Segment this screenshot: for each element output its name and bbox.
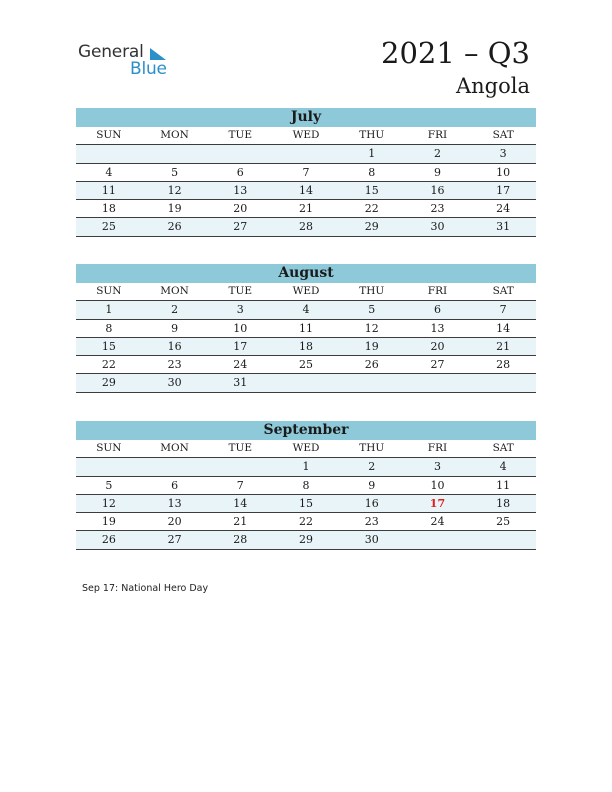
weekday-label: FRI xyxy=(427,442,448,454)
day-cell xyxy=(76,458,142,475)
week-row xyxy=(76,182,536,200)
day-cell: 2 xyxy=(433,147,441,161)
day-cell: 11 xyxy=(496,478,511,492)
week-row xyxy=(76,301,536,319)
day-cell: 14 xyxy=(233,496,248,510)
day-cell xyxy=(405,374,471,391)
day-cell: 16 xyxy=(364,496,379,510)
day-cell: 14 xyxy=(496,321,511,335)
month-title: August xyxy=(76,264,536,283)
day-cell: 31 xyxy=(233,376,248,390)
day-cell: 25 xyxy=(299,358,314,372)
day-cell: 11 xyxy=(101,183,116,197)
day-cell: 8 xyxy=(302,478,310,492)
day-cell: 7 xyxy=(302,165,310,179)
day-cell xyxy=(273,145,339,162)
day-cell: 27 xyxy=(233,220,248,234)
day-cell: 20 xyxy=(167,515,182,529)
day-cell: 22 xyxy=(364,202,379,216)
week-row xyxy=(76,374,536,392)
day-cell: 1 xyxy=(368,147,376,161)
day-cell: 29 xyxy=(299,533,314,547)
day-cell: 12 xyxy=(101,496,116,510)
day-cell: 27 xyxy=(430,358,445,372)
weekday-label: SUN xyxy=(96,442,122,454)
day-cell: 11 xyxy=(299,321,314,335)
day-cell: 10 xyxy=(233,321,248,335)
day-cell: 13 xyxy=(430,321,445,335)
day-cell: 21 xyxy=(496,339,511,353)
weekday-label: THU xyxy=(359,442,385,454)
day-cell: 23 xyxy=(430,202,445,216)
weekday-label: TUE xyxy=(228,442,253,454)
day-cell xyxy=(273,374,339,391)
week-row xyxy=(76,145,536,163)
day-cell: 29 xyxy=(101,376,116,390)
day-cell: 30 xyxy=(167,376,182,390)
day-cell: 14 xyxy=(299,183,314,197)
week-row xyxy=(76,200,536,218)
weekday-label: MON xyxy=(160,129,189,141)
week-row xyxy=(76,356,536,374)
day-cell: 25 xyxy=(101,220,116,234)
day-cell: 8 xyxy=(105,321,113,335)
weekday-label: FRI xyxy=(427,129,448,141)
logo-text-general: General xyxy=(78,42,144,62)
day-cell: 6 xyxy=(171,478,179,492)
weekday-label: TUE xyxy=(228,285,253,297)
day-cell: 19 xyxy=(364,339,379,353)
day-cell: 12 xyxy=(364,321,379,335)
country-name: Angola xyxy=(455,74,530,98)
weekday-label: WED xyxy=(292,442,320,454)
day-cell: 19 xyxy=(167,202,182,216)
holiday-note: Sep 17: National Hero Day xyxy=(82,583,209,594)
weekday-label: SAT xyxy=(492,129,514,141)
day-cell: 4 xyxy=(302,303,310,317)
weekday-label: THU xyxy=(359,129,385,141)
day-cell: 9 xyxy=(368,478,376,492)
day-cell: 7 xyxy=(499,303,507,317)
day-cell: 13 xyxy=(233,183,248,197)
day-cell: 19 xyxy=(101,515,116,529)
day-cell: 2 xyxy=(171,303,179,317)
month-calendar-july xyxy=(76,108,536,237)
day-cell: 3 xyxy=(236,303,244,317)
day-cell xyxy=(470,531,536,548)
holiday-day-cell: 17 xyxy=(429,496,446,510)
day-cell xyxy=(142,458,208,475)
weekday-header-row xyxy=(76,440,536,458)
day-cell: 18 xyxy=(496,496,511,510)
day-cell: 23 xyxy=(167,358,182,372)
day-cell: 20 xyxy=(233,202,248,216)
day-cell: 8 xyxy=(368,165,376,179)
month-calendar-september xyxy=(76,421,536,550)
weekday-label: WED xyxy=(292,129,320,141)
weekday-label: THU xyxy=(359,285,385,297)
weekday-label: SAT xyxy=(492,285,514,297)
generalblue-logo xyxy=(78,42,178,80)
day-cell: 15 xyxy=(101,339,116,353)
day-cell: 5 xyxy=(105,478,113,492)
day-cell: 29 xyxy=(364,220,379,234)
weekday-label: MON xyxy=(160,442,189,454)
day-cell: 22 xyxy=(101,358,116,372)
day-cell: 1 xyxy=(105,303,113,317)
day-cell: 31 xyxy=(496,220,511,234)
weekday-label: FRI xyxy=(427,285,448,297)
week-row xyxy=(76,513,536,531)
weekday-label: SUN xyxy=(96,285,122,297)
day-cell: 28 xyxy=(233,533,248,547)
day-cell xyxy=(142,145,208,162)
day-cell xyxy=(470,374,536,391)
day-cell: 21 xyxy=(233,515,248,529)
day-cell xyxy=(207,145,273,162)
day-cell xyxy=(339,374,405,391)
weekday-label: TUE xyxy=(228,129,253,141)
day-cell: 3 xyxy=(499,147,507,161)
page-title: 2021 – Q3 xyxy=(381,36,530,70)
week-row xyxy=(76,164,536,182)
day-cell: 4 xyxy=(105,165,113,179)
week-row xyxy=(76,495,536,513)
day-cell: 27 xyxy=(167,533,182,547)
day-cell: 26 xyxy=(167,220,182,234)
week-row xyxy=(76,320,536,338)
day-cell: 17 xyxy=(233,339,248,353)
week-row xyxy=(76,531,536,549)
weekday-label: SUN xyxy=(96,129,122,141)
month-title: July xyxy=(76,108,536,127)
day-cell: 15 xyxy=(364,183,379,197)
day-cell: 12 xyxy=(167,183,182,197)
day-cell: 25 xyxy=(496,515,511,529)
day-cell: 16 xyxy=(430,183,445,197)
day-cell: 24 xyxy=(430,515,445,529)
day-cell: 7 xyxy=(236,478,244,492)
day-cell: 18 xyxy=(299,339,314,353)
day-cell: 24 xyxy=(233,358,248,372)
day-cell: 1 xyxy=(302,460,310,474)
day-cell: 15 xyxy=(299,496,314,510)
day-cell: 23 xyxy=(364,515,379,529)
day-cell: 26 xyxy=(364,358,379,372)
day-cell: 30 xyxy=(430,220,445,234)
month-calendar-august xyxy=(76,264,536,393)
day-cell: 30 xyxy=(364,533,379,547)
week-row xyxy=(76,338,536,356)
day-cell xyxy=(76,145,142,162)
day-cell: 4 xyxy=(499,460,507,474)
day-cell: 28 xyxy=(496,358,511,372)
day-cell: 10 xyxy=(430,478,445,492)
day-cell: 17 xyxy=(496,183,511,197)
day-cell: 22 xyxy=(299,515,314,529)
weekday-label: WED xyxy=(292,285,320,297)
day-cell: 9 xyxy=(433,165,441,179)
month-title: September xyxy=(76,421,536,440)
day-cell: 2 xyxy=(368,460,376,474)
day-cell: 9 xyxy=(171,321,179,335)
week-row xyxy=(76,218,536,236)
day-cell: 28 xyxy=(299,220,314,234)
logo-text-blue: Blue xyxy=(130,59,167,79)
day-cell: 21 xyxy=(299,202,314,216)
day-cell: 20 xyxy=(430,339,445,353)
week-row xyxy=(76,477,536,495)
weekday-header-row xyxy=(76,283,536,301)
weekday-label: SAT xyxy=(492,442,514,454)
day-cell: 6 xyxy=(433,303,441,317)
day-cell: 5 xyxy=(368,303,376,317)
day-cell: 5 xyxy=(171,165,179,179)
day-cell: 6 xyxy=(236,165,244,179)
day-cell: 18 xyxy=(101,202,116,216)
day-cell: 24 xyxy=(496,202,511,216)
day-cell: 26 xyxy=(101,533,116,547)
day-cell xyxy=(405,531,471,548)
weekday-label: MON xyxy=(160,285,189,297)
day-cell: 10 xyxy=(496,165,511,179)
day-cell xyxy=(207,458,273,475)
day-cell: 13 xyxy=(167,496,182,510)
day-cell: 16 xyxy=(167,339,182,353)
week-row xyxy=(76,458,536,476)
day-cell: 3 xyxy=(433,460,441,474)
weekday-header-row xyxy=(76,127,536,145)
